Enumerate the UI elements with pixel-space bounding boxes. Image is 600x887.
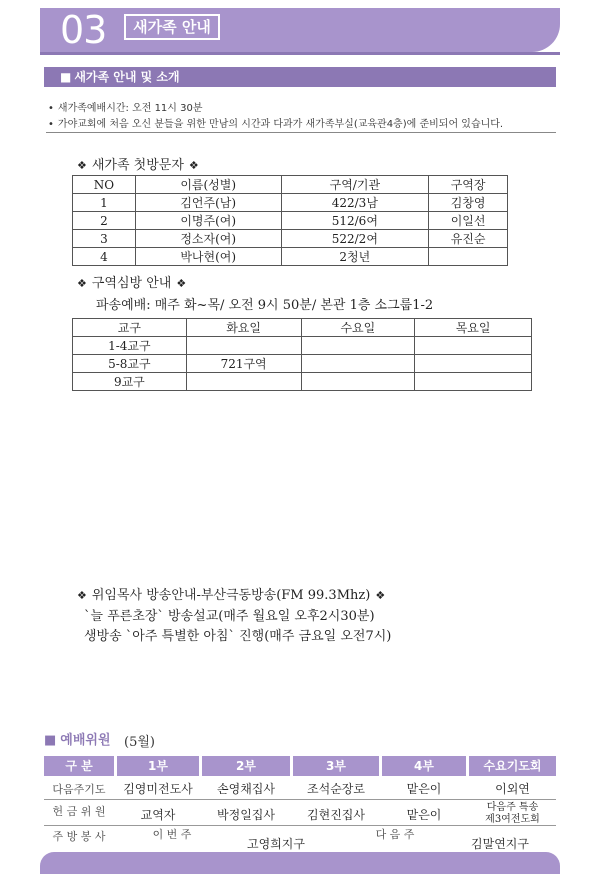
next-week-label: 다 음 주 (375, 828, 415, 841)
cell-thu (415, 355, 532, 373)
table-row (73, 248, 508, 266)
diamond-icon: ❖ (77, 277, 87, 290)
subsection-title: ■ 새가족 안내 및 소개 (60, 67, 180, 87)
cell-leader: 유진순 (429, 230, 508, 248)
column-header: 목요일 (415, 319, 532, 337)
column-header: 구역장 (429, 176, 508, 194)
cell-parish: 9교구 (73, 373, 187, 391)
broadcast-live: 생방송 `아주 특별한 아침` 진행(매주 금요일 오전7시) (84, 629, 392, 644)
diamond-icon: ❖ (77, 589, 87, 602)
cell-district: 512/6여 (281, 212, 429, 230)
column-header: 수요일 (301, 319, 415, 337)
table-row (73, 212, 508, 230)
cell-name: 정소자(여) (135, 230, 281, 248)
table-cell: 박정일집사 (217, 808, 275, 822)
table-cell: 김영미전도사 (123, 782, 193, 796)
header-divider (40, 52, 560, 55)
notice-welcome: • 가야교회에 처음 오신 분들을 위한 만남의 시간과 다과가 새가족부실(교육관4층)에 준비되어 있습니다. (48, 115, 503, 130)
diamond-icon: ❖ (375, 589, 386, 602)
row-divider (44, 799, 556, 800)
diamond-icon: ❖ (188, 159, 199, 172)
column-header: 구역/기관 (281, 176, 429, 194)
notice-divider (46, 132, 556, 133)
table-header-row (73, 176, 508, 194)
visitors-heading: ❖ 새가족 첫방문자 ❖ (77, 158, 199, 173)
table-cell: 김현진집사 (307, 808, 365, 822)
column-header: 2부 (202, 756, 290, 776)
cell-wed (301, 355, 415, 373)
cell-thu (415, 337, 532, 355)
district-heading: ❖ 구역심방 안내 ❖ (77, 276, 187, 291)
table-row (73, 373, 532, 391)
column-header: 4부 (382, 756, 466, 776)
broadcast-heading: ❖ 위임목사 방송안내-부산극동방송(FM 99.3Mhz) ❖ (77, 588, 386, 603)
dispatch-info: 파송예배: 매주 화~목/ 오전 9시 50분/ 본관 1층 소그룹1-2 (96, 298, 434, 313)
cell-thu (415, 373, 532, 391)
row-label: 주 방 봉 사 (52, 830, 106, 843)
table-row (73, 194, 508, 212)
cell-leader (429, 248, 508, 266)
next-week-kitchen: 김말연지구 (471, 837, 529, 851)
table-cell: 조석순장로 (307, 782, 365, 796)
cell-tue: 721구역 (186, 355, 301, 373)
this-week-kitchen: 고영희지구 (247, 837, 305, 851)
cell-district: 522/2여 (281, 230, 429, 248)
column-header: 구 분 (44, 756, 114, 776)
worship-staff-month: (5월) (124, 735, 155, 750)
table-cell: 이외연 (495, 782, 530, 796)
notice-worship-time: • 새가족예배시간: 오전 11시 30분 (48, 99, 203, 114)
worship-staff-title: ■ 예배위원 (44, 729, 111, 748)
cell-leader: 김창영 (429, 194, 508, 212)
broadcast-sermon: `늘 푸른초장` 방송설교(매주 월요일 오후2시30분) (84, 609, 375, 624)
cell-no: 1 (73, 194, 136, 212)
diamond-icon: ❖ (176, 277, 187, 290)
cell-name: 이명주(여) (135, 212, 281, 230)
cell-tue (186, 373, 301, 391)
district-table (72, 318, 532, 391)
table-cell: 손영채집사 (217, 782, 275, 796)
cell-district: 422/3남 (281, 194, 429, 212)
footer-banner (40, 852, 560, 874)
table-row (73, 230, 508, 248)
cell-wed (301, 373, 415, 391)
visitors-table (72, 175, 508, 266)
column-header: 수요기도회 (469, 756, 556, 776)
cell-parish: 5-8교구 (73, 355, 187, 373)
table-cell: 다음주 특송 제3여전도회 (485, 802, 540, 825)
column-header: 이름(성별) (135, 176, 281, 194)
column-header: 3부 (293, 756, 379, 776)
cell-leader: 이일선 (429, 212, 508, 230)
cell-tue (186, 337, 301, 355)
column-header: 화요일 (186, 319, 301, 337)
row-label: 다음주기도 (52, 783, 106, 796)
table-cell: 교역자 (140, 808, 176, 822)
cell-wed (301, 337, 415, 355)
cell-no: 4 (73, 248, 136, 266)
this-week-label: 이 번 주 (152, 828, 192, 841)
section-title: 새가족 안내 (124, 14, 220, 40)
cell-no: 3 (73, 230, 136, 248)
table-header-row (73, 319, 532, 337)
column-header: NO (73, 176, 136, 194)
diamond-icon: ❖ (77, 159, 87, 172)
cell-no: 2 (73, 212, 136, 230)
table-row (73, 355, 532, 373)
cell-parish: 1-4교구 (73, 337, 187, 355)
column-header: 1부 (117, 756, 199, 776)
cell-name: 박나현(여) (135, 248, 281, 266)
column-header: 교구 (73, 319, 187, 337)
table-row (73, 337, 532, 355)
table-cell: 맡은이 (406, 808, 442, 822)
cell-name: 김언주(남) (135, 194, 281, 212)
cell-district: 2청년 (281, 248, 429, 266)
section-number: 03 (60, 8, 107, 52)
table-cell: 맡은이 (406, 782, 442, 796)
row-label: 헌 금 위 원 (52, 805, 106, 818)
